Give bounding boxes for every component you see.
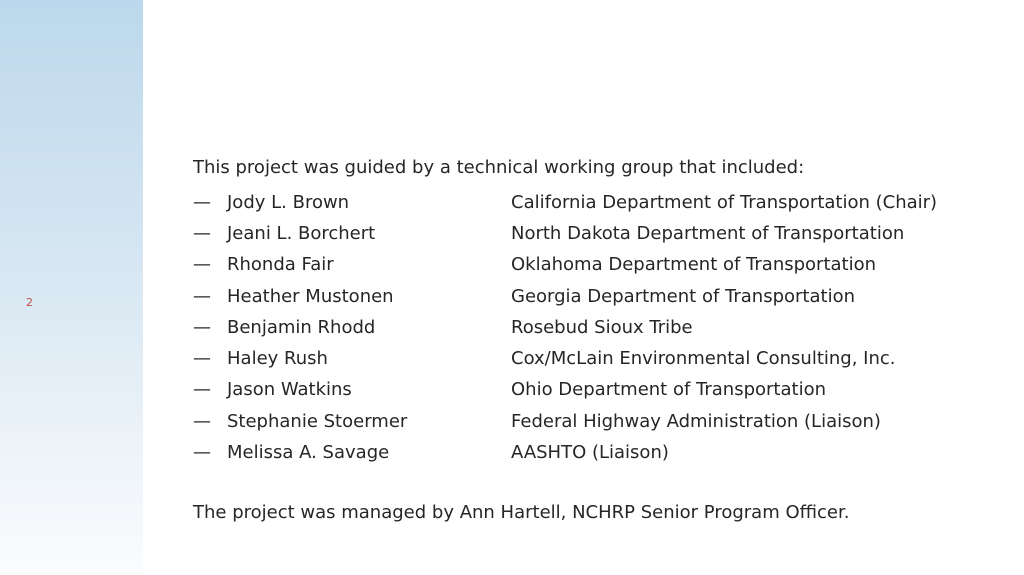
member-row	[193, 281, 993, 312]
member-row	[193, 375, 993, 406]
dash-bullet: —	[193, 410, 211, 432]
member-organization: North Dakota Department of Transportation	[511, 222, 905, 244]
dash-bullet: —	[193, 379, 211, 401]
member-name: Haley Rush	[227, 348, 328, 370]
dash-bullet: —	[193, 348, 211, 370]
member-organization: Ohio Department of Transportation	[511, 379, 826, 401]
member-name: Jeani L. Borchert	[227, 222, 376, 244]
member-name: Stephanie Stoermer	[227, 410, 408, 432]
member-list	[193, 187, 993, 469]
side-gradient-panel	[0, 0, 143, 575]
member-organization: AASHTO (Liaison)	[511, 442, 669, 464]
page-number: 2	[26, 296, 33, 309]
dash-bullet: —	[193, 254, 211, 276]
member-row	[193, 312, 993, 343]
dash-bullet: —	[193, 316, 211, 338]
member-name: Jason Watkins	[227, 379, 352, 401]
member-organization: Rosebud Sioux Tribe	[511, 316, 693, 338]
member-row	[193, 187, 993, 218]
member-row	[193, 218, 993, 249]
member-row	[193, 406, 993, 437]
member-row	[193, 437, 993, 468]
member-name: Jody L. Brown	[227, 191, 350, 213]
member-row	[193, 250, 993, 281]
member-name: Melissa A. Savage	[227, 442, 390, 464]
member-name: Rhonda Fair	[227, 254, 334, 276]
member-organization: Federal Highway Administration (Liaison)	[511, 410, 881, 432]
dash-bullet: —	[193, 442, 211, 464]
dash-bullet: —	[193, 285, 211, 307]
member-name: Benjamin Rhodd	[227, 316, 376, 338]
member-row	[193, 343, 993, 374]
member-organization: Georgia Department of Transportation	[511, 285, 855, 307]
intro-text: This project was guided by a technical working group that included:	[193, 157, 805, 178]
dash-bullet: —	[193, 222, 211, 244]
member-organization: California Department of Transportation (Chair)	[511, 191, 938, 213]
project-manager-note: The project was managed by Ann Hartell, NCHRP Senior Program Officer.	[193, 502, 850, 523]
member-organization: Cox/McLain Environmental Consulting, Inc.	[511, 348, 896, 370]
member-name: Heather Mustonen	[227, 285, 394, 307]
member-organization: Oklahoma Department of Transportation	[511, 254, 877, 276]
dash-bullet: —	[193, 191, 211, 213]
